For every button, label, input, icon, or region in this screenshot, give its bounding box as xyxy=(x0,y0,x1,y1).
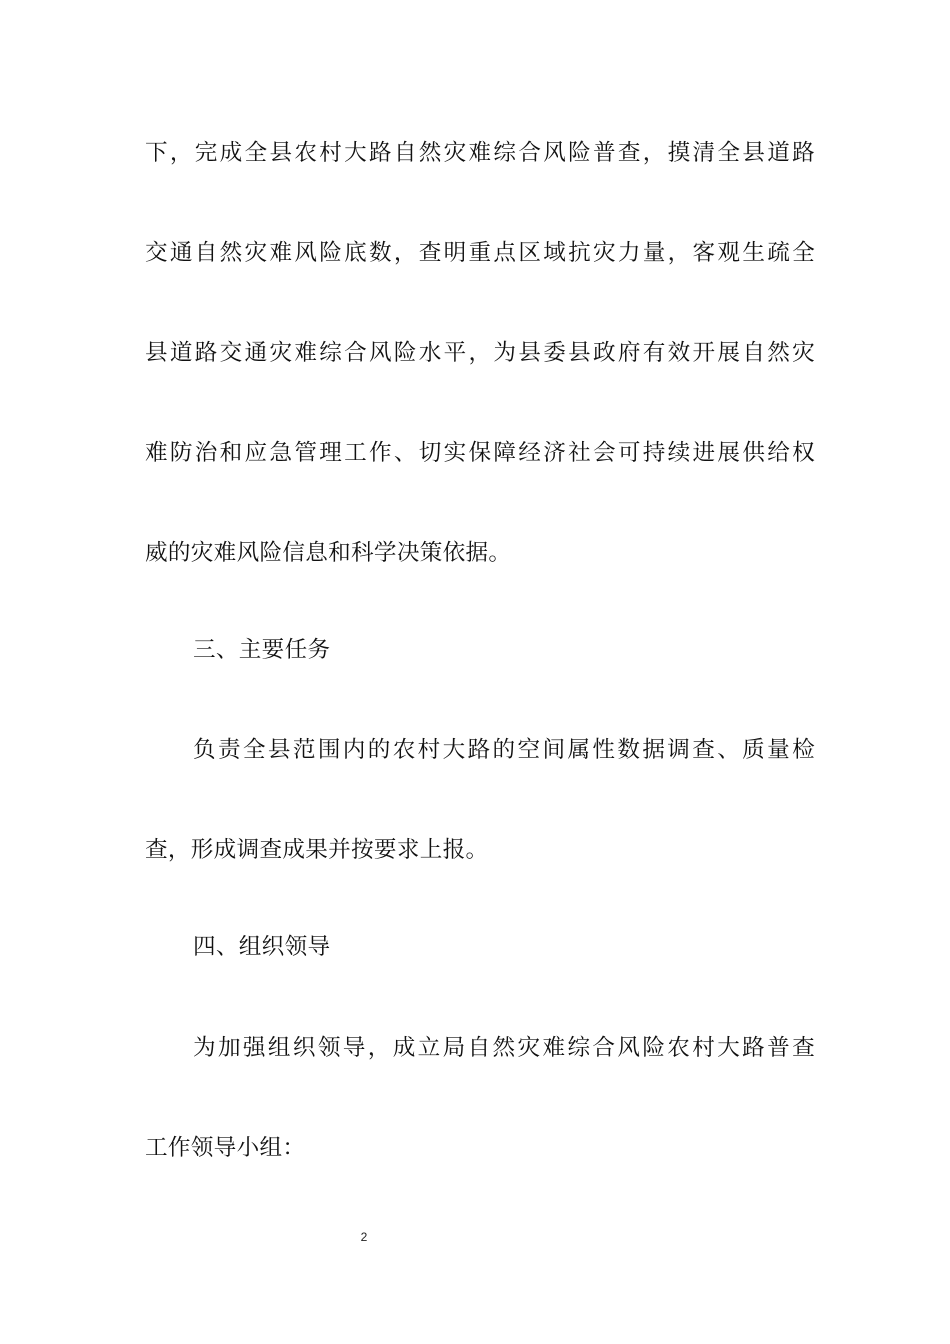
paragraph-line: 下，完成全县农村大路自然灾难综合风险普查，摸清全县道路 xyxy=(145,140,815,166)
paragraph-line: 威的灾难风险信息和科学决策依据。 xyxy=(145,540,512,566)
page-number: 2 xyxy=(360,1230,368,1244)
paragraph-line: 为加强组织领导，成立局自然灾难综合风险农村大路普查 xyxy=(193,1035,815,1061)
section-heading-main-tasks: 三、主要任务 xyxy=(193,637,331,663)
paragraph-line: 县道路交通灾难综合风险水平，为县委县政府有效开展自然灾 xyxy=(145,340,815,366)
paragraph-line: 负责全县范围内的农村大路的空间属性数据调查、质量检 xyxy=(193,737,815,763)
paragraph-line: 难防治和应急管理工作、切实保障经济社会可持续进展供给权 xyxy=(145,440,815,466)
section-heading-organization: 四、组织领导 xyxy=(193,934,331,960)
paragraph-line: 查，形成调查成果并按要求上报。 xyxy=(145,837,489,863)
paragraph-line: 交通自然灾难风险底数，查明重点区域抗灾力量，客观生疏全 xyxy=(145,240,815,266)
paragraph-line: 工作领导小组： xyxy=(145,1135,306,1161)
